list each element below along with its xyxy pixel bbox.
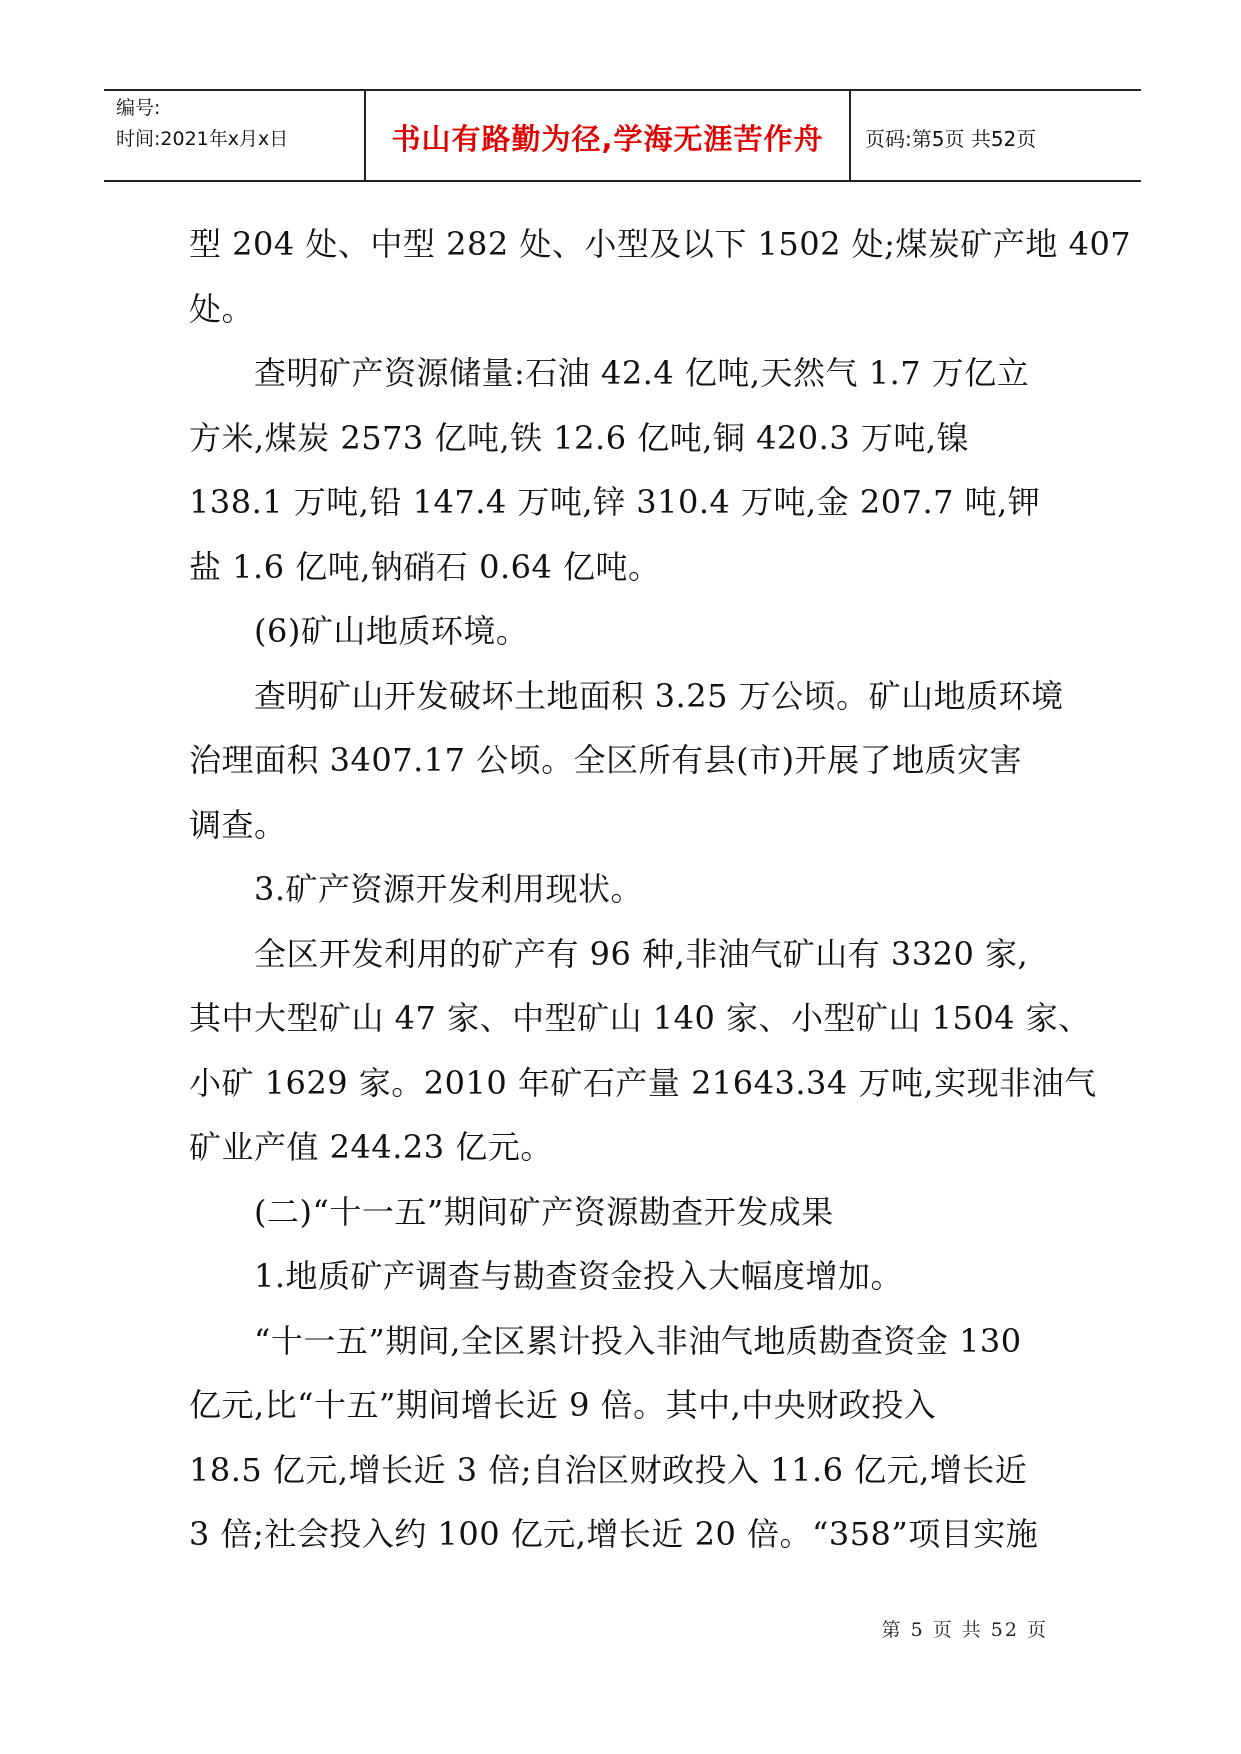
- section-heading: (二)“十一五”期间矿产资源勘查开发成果: [189, 1192, 834, 1231]
- body-line: 处。: [189, 289, 255, 328]
- body-line: 亿元,比“十五”期间增长近 9 倍。其中,中央财政投入: [189, 1386, 937, 1424]
- body-line: 调查。: [189, 805, 287, 844]
- header-motto: 书山有路勤为径,学海无涯苦作舟: [366, 91, 851, 180]
- body-line: 18.5 亿元,增长近 3 倍;自治区财政投入 11.6 亿元,增长近: [189, 1450, 1028, 1489]
- body-line: 其中大型矿山 47 家、中型矿山 140 家、小型矿山 1504 家、: [189, 999, 1091, 1037]
- body-line: 小矿 1629 家。2010 年矿石产量 21643.34 万吨,实现非油气: [189, 1063, 1097, 1102]
- body-line: 盐 1.6 亿吨,钠硝石 0.64 亿吨。: [189, 547, 661, 586]
- body-line: 矿业产值 244.23 亿元。: [189, 1128, 553, 1166]
- body-line: 3 倍;社会投入约 100 亿元,增长近 20 倍。“358”项目实施: [189, 1515, 1039, 1553]
- body-line: 方米,煤炭 2573 亿吨,铁 12.6 亿吨,铜 420.3 万吨,镍: [189, 418, 970, 457]
- body-line: 治理面积 3407.17 公顷。全区所有县(市)开展了地质灾害: [189, 741, 1023, 779]
- body-line: 138.1 万吨,铅 147.4 万吨,锌 310.4 万吨,金 207.7 吨,钾: [189, 483, 1041, 521]
- body-line: “十一五”期间,全区累计投入非油气地质勘查资金 130: [189, 1321, 1022, 1360]
- document-number-label: 编号:: [116, 97, 161, 119]
- header-page-info: 页码:第5页 共52页: [865, 127, 1037, 151]
- section-heading: (6)矿山地质环境。: [189, 612, 529, 650]
- body-line: 查明矿山开发破坏土地面积 3.25 万公顷。矿山地质环境: [189, 676, 1064, 715]
- section-heading: 1.地质矿产调查与勘查资金投入大幅度增加。: [189, 1257, 904, 1295]
- body-line: 查明矿产资源储量:石油 42.4 亿吨,天然气 1.7 万亿立: [189, 354, 1030, 392]
- body-line: 型 204 处、中型 282 处、小型及以下 1502 处;煤炭矿产地 407: [189, 225, 1132, 263]
- page-footer: 第 5 页 共 52 页: [881, 1619, 1048, 1641]
- document-body: [189, 212, 1132, 1567]
- header-meta: [104, 91, 366, 180]
- page-header: [104, 89, 1141, 182]
- document-time: 时间:2021年x月x日: [116, 128, 289, 150]
- section-heading: 3.矿产资源开发利用现状。: [189, 870, 644, 908]
- body-line: 全区开发利用的矿产有 96 种,非油气矿山有 3320 家,: [189, 934, 1029, 973]
